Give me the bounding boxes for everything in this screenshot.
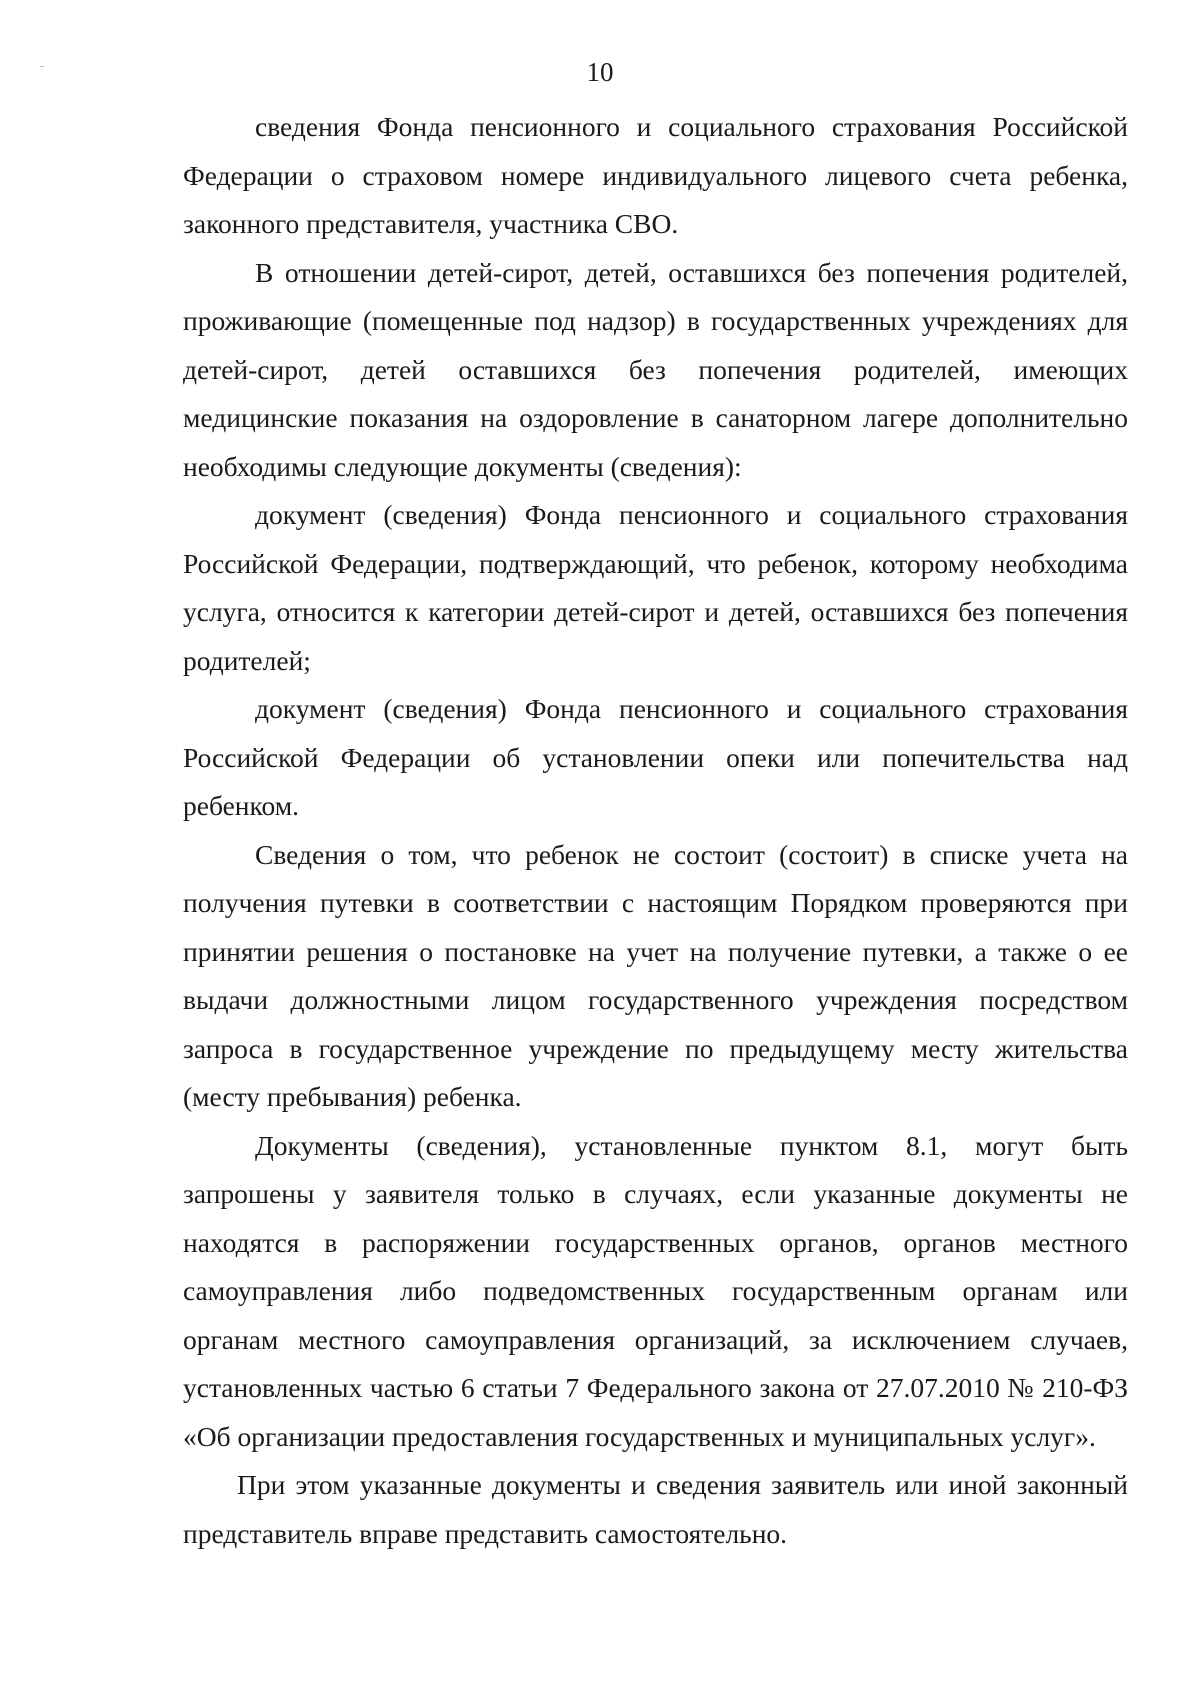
paragraph-4: документ (сведения) Фонда пенсионного и социального страхования Российской Федерации об установлении опеки или попечительства над ребенком.	[183, 693, 1128, 821]
page-number: 10	[586, 57, 614, 87]
paragraph-6: Документы (сведения), установленные пунктом 8.1, могут быть запрошены у заявителя только в случаях, если указанные документы не находятся в распоряжении государственных органов, органов местного самоуправления либо подведомственных государственным органам или органам местного самоуправления организаций, за исключением случаев, установленных частью 6 статьи 7 Федерального закона от 27.07.2010 № 210-ФЗ «Об организации предоставления государственных и муниципальных услуг».	[183, 1129, 1128, 1452]
paragraph-2: В отношении детей-сирот, детей, оставшихся без попечения родителей, проживающие (помещенные под надзор) в государственных учреждениях для детей-сирот, детей оставшихся без попечения родителей, имеющих медицинские показания на оздоровление в санаторном лагере дополнительно необходимы следующие документы (сведения):	[183, 256, 1128, 482]
paragraph-1: сведения Фонда пенсионного и социального страхования Российской Федерации о страховом номере индивидуального лицевого счета ребенка, законного представителя, участника СВО.	[183, 111, 1128, 239]
paragraph-5: Сведения о том, что ребенок не состоит (состоит) в списке учета на получения путевки в соответствии с настоящим Порядком проверяются при принятии решения о постановке на учет на получение путевки, а также о ее выдачи должностными лицом государственного учреждения посредством запроса в государственное учреждение по предыдущему месту жительства (месту пребывания) ребенка.	[183, 838, 1128, 1112]
document-body	[183, 103, 1128, 1558]
paragraph-3: документ (сведения) Фонда пенсионного и социального страхования Российской Федерации, подтверждающий, что ребенок, которому необходима услуга, относится к категории детей-сирот и детей, оставшихся без попечения родителей;	[183, 499, 1128, 676]
paragraph-7: При этом указанные документы и сведения заявитель или иной законный представитель вправе представить самостоятельно.	[183, 1469, 1128, 1549]
